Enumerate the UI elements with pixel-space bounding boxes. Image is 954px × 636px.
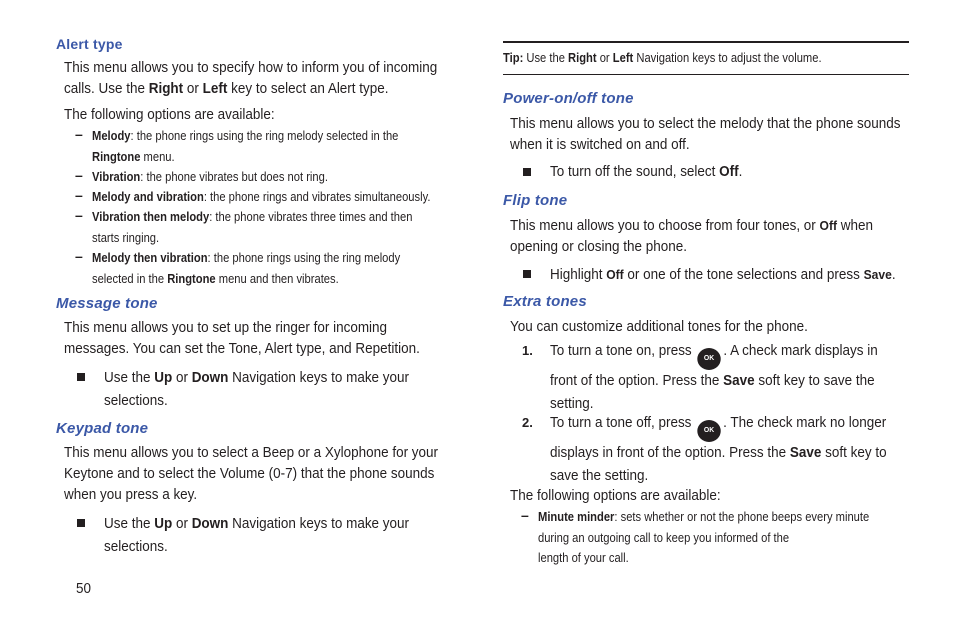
dash-bullet: – (75, 167, 83, 183)
text-line: calls. Use the Right or Left key to select an Alert type. (64, 81, 389, 97)
ok-key-icon: OK (697, 420, 720, 442)
step-2: To turn a tone off, press OK . The check mark no longer displays in front of the option. Press the Save soft key to save the setting. (550, 415, 887, 484)
option-minute-minder: Minute minder: sets whether or not the phone beeps every minute during an outgoing call to keep you informed of the length of your call. (538, 509, 870, 565)
page-number: 50 (76, 581, 92, 597)
power-onoff-tone-heading: Power-on/off tone (503, 90, 634, 107)
extra-tones-intro: You can customize additional tones for the phone. (510, 319, 808, 335)
tip-note: Tip: Use the Right or Left Navigation keys to adjust the volume. (503, 50, 822, 65)
alert-type-intro: The following options are available: (64, 107, 275, 123)
tip-top-rule (503, 41, 909, 43)
square-bullet (523, 270, 531, 278)
message-tone-heading: Message tone (56, 295, 158, 312)
tip-bottom-rule (503, 74, 909, 75)
power-onoff-bullet: To turn off the sound, select Off. (550, 164, 743, 180)
keypad-tone-paragraph: This menu allows you to select a Beep or a Xylophone for your Keytone and to select the Volume (0-7) that the phone sounds when you press a key. (64, 445, 439, 503)
square-bullet (77, 519, 85, 527)
step-number: 1. (522, 343, 533, 358)
dash-bullet: – (75, 126, 83, 142)
step-1: To turn a tone on, press OK . A check mark displays in front of the option. Press the Save soft key to save the setting. (550, 343, 878, 412)
square-bullet (77, 373, 85, 381)
dash-bullet: – (521, 507, 529, 523)
message-tone-paragraph: This menu allows you to set up the ringer for incoming messages. You can set the Tone, Alert type, and Repetition. (64, 320, 420, 357)
power-onoff-paragraph: This menu allows you to select the melody that the phone sounds when it is switched on and off. (510, 116, 901, 153)
extra-tones-options-intro: The following options are available: (510, 488, 721, 504)
dash-bullet: – (75, 248, 83, 264)
square-bullet (523, 168, 531, 176)
dash-bullet: – (75, 207, 83, 223)
text-line: This menu allows you to specify how to inform you of incoming (64, 60, 438, 76)
alert-type-heading: Alert type (56, 36, 123, 52)
option-melody: Melody: the phone rings using the ring melody selected in the Ringtone menu. (92, 128, 399, 164)
keypad-tone-bullet: Use the Up or Down Navigation keys to make your selections. (104, 516, 410, 555)
flip-tone-paragraph: This menu allows you to choose from four tones, or Off when opening or closing the phone. (510, 218, 874, 255)
option-vibration-then-melody: Vibration then melody: the phone vibrates three times and then starts ringing. (92, 209, 413, 245)
option-melody-then-vibration: Melody then vibration: the phone rings using the ring melody selected in the Ringtone menu and then vibrates. (92, 250, 401, 286)
ok-key-icon: OK (698, 348, 721, 370)
flip-tone-bullet: Highlight Off or one of the tone selections and press Save. (550, 267, 896, 283)
message-tone-bullet: Use the Up or Down Navigation keys to make your selections. (104, 370, 410, 409)
option-melody-and-vibration: Melody and vibration: the phone rings and vibrates simultaneously. (92, 189, 431, 204)
alert-type-paragraph (64, 58, 437, 100)
dash-bullet: – (75, 187, 83, 203)
keypad-tone-heading: Keypad tone (56, 420, 149, 437)
extra-tones-heading: Extra tones (503, 293, 587, 310)
flip-tone-heading: Flip tone (503, 192, 568, 209)
step-number: 2. (522, 415, 533, 430)
option-vibration: Vibration: the phone vibrates but does not ring. (92, 169, 328, 184)
